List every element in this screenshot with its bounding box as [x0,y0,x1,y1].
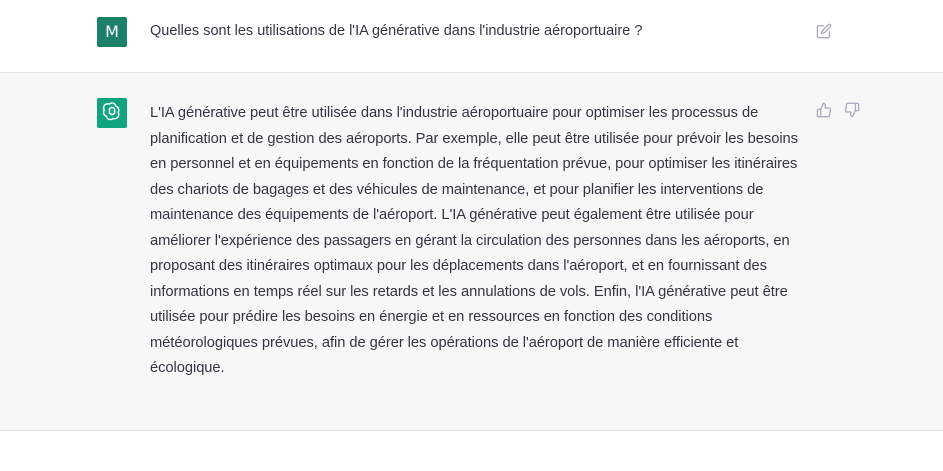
assistant-message-text: L'IA générative peut être utilisée dans l'industrie aéroportuaire pour optimiser les processus de planification et de gestion des aéroports. Par exemple, elle peut être utilisée pour prévoir les besoins en personnel et en équipements en fonction de la fréquentation prévue, pour optimiser les itinéraires des chariots de bagages et des véhicules de maintenance, et pour planifier les interventions de maintenance des équipements de l'aéroport. L'IA générative peut également être utilisée pour améliorer l'expérience des passagers en gérant la circulation des personnes dans les aéroports, en proposant des itinéraires optimaux pour les déplacements dans l'aéroport, et en fournissant des informations en temps réel sur les retards et les annulations de vols. Enfin, l'IA générative peut être utilisée pour prédire les besoins en énergie et en ressources en fonction des conditions météorologiques prévues, afin de gérer les opérations de l'aéroport de manière efficiente et écologique. [150,105,798,376]
thumbs-down-icon [844,102,860,118]
edit-icon [816,23,832,39]
assistant-message-row [0,73,943,431]
assistant-avatar [97,98,127,128]
edit-message-button[interactable] [814,21,834,41]
user-message-row [0,0,943,73]
user-message-text: Quelles sont les utilisations de l'IA générative dans l'industrie aéroportuaire ? [150,23,643,39]
thumbs-up-button[interactable] [814,100,834,120]
thumbs-down-button[interactable] [842,100,862,120]
thumbs-up-icon [816,102,832,118]
openai-logo-icon [101,100,123,127]
user-avatar: M [97,17,127,47]
